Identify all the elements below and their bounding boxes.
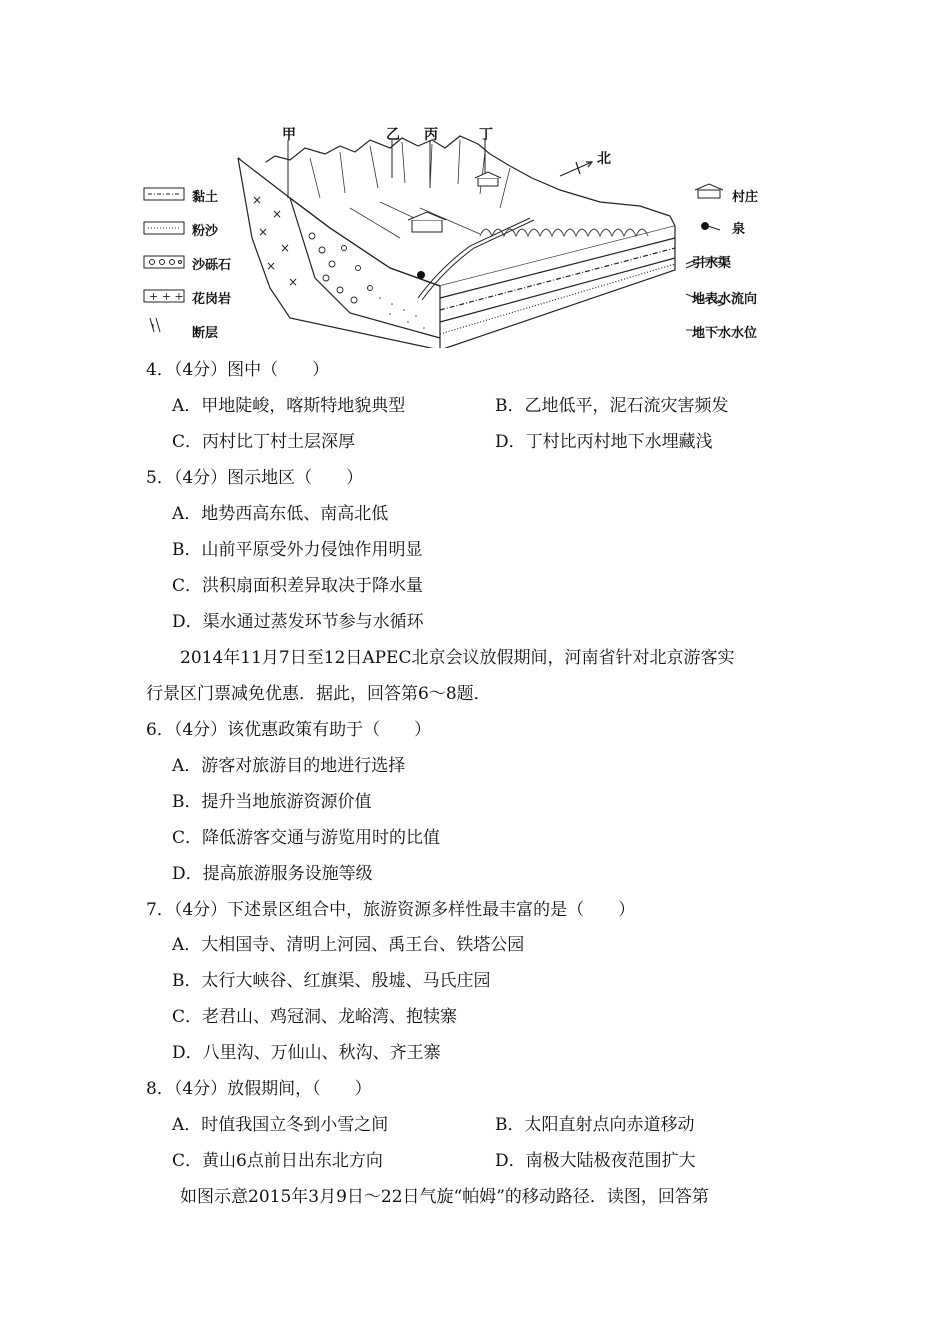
legend-village-label: 村庄 — [732, 190, 759, 205]
question-8-option-a: A．时值我国立冬到小雪之间 — [172, 1115, 389, 1135]
legend-surface-flow-label: 地表水流向 — [692, 292, 758, 307]
question-5-option-b: B．山前平原受外力侵蚀作用明显 — [172, 540, 423, 560]
spring-point — [417, 271, 425, 279]
question-8-option-d: D．南极大陆极夜范围扩大 — [495, 1151, 696, 1171]
legend-silt-label: 粉沙 — [192, 224, 219, 239]
legend-fault-label: 断层 — [192, 326, 219, 341]
label-jia: 甲 — [282, 127, 296, 143]
question-7-option-d: D．八里沟、万仙山、秋沟、齐王寨 — [172, 1043, 441, 1063]
cyclone-paragraph-line-1: 如图示意2015年3月9日～22日气旋“帕姆”的移动路径．读图，回答第 — [180, 1187, 709, 1207]
granite-pattern — [252, 193, 298, 289]
question-6-option-a: A．游客对旅游目的地进行选择 — [172, 756, 406, 776]
label-yi: 乙 — [386, 127, 400, 143]
question-8-stem: 8．（4分）放假期间，（ ） — [146, 1079, 372, 1099]
geology-block-diagram — [140, 118, 780, 348]
question-4-option-a: A．甲地陡峻，喀斯特地貌典型 — [172, 396, 406, 416]
question-4-option-c: C．丙村比丁村土层深厚 — [172, 432, 356, 452]
legend-canal-label: 引水渠 — [692, 256, 732, 271]
question-7-option-a: A．大相国寺、清明上河园、禹王台、铁塔公园 — [172, 935, 525, 955]
question-4-option-b: B．乙地低平，泥石流灾害频发 — [495, 396, 729, 416]
question-8-option-b: B．太阳直射点向赤道移动 — [495, 1115, 695, 1135]
svg-text:×: × — [280, 241, 291, 255]
question-5-option-c: C．洪积扇面积差异取决于降水量 — [172, 576, 424, 596]
legend-gravel-label: 沙砾石 — [192, 258, 232, 273]
label-bing: 丙 — [424, 127, 438, 143]
apec-paragraph-line-2: 行景区门票减免优惠．据此，回答第6～8题． — [146, 684, 491, 704]
question-7-option-c: C．老君山、鸡冠洞、龙峪湾、抱犊寨 — [172, 1007, 458, 1027]
question-6-option-c: C．降低游客交通与游览用时的比值 — [172, 828, 441, 848]
legend-water-table-label: 地下水水位 — [692, 326, 758, 341]
fault-icon — [150, 318, 160, 332]
svg-text:×: × — [272, 207, 283, 221]
question-4-option-d: D．丁村比丙村地下水埋藏浅 — [495, 432, 713, 452]
question-6-stem: 6．（4分）该优惠政策有助于（ ） — [146, 720, 432, 740]
silt-pattern — [379, 297, 425, 329]
svg-text:+ + +: + + + — [149, 290, 184, 303]
question-5-stem: 5．（4分）图示地区（ ） — [146, 468, 364, 488]
svg-text:×: × — [252, 193, 263, 207]
spring-icon — [702, 223, 721, 231]
legend-left-icons — [144, 188, 184, 332]
question-6-option-d: D．提高旅游服务设施等级 — [172, 864, 373, 884]
svg-text:×: × — [266, 259, 277, 273]
legend-clay-label: 黏土 — [192, 190, 219, 205]
svg-text:×: × — [258, 225, 269, 239]
north-arrow-icon — [560, 162, 592, 176]
question-5-option-d: D．渠水通过蒸发环节参与水循环 — [172, 612, 424, 632]
label-north: 北 — [597, 151, 611, 167]
question-8-option-c: C．黄山6点前日出东北方向 — [172, 1151, 383, 1171]
village-icon — [695, 184, 723, 198]
block-diagram-drawing — [140, 118, 780, 348]
question-7-stem: 7．（4分）下述景区组合中，旅游资源多样性最丰富的是（ ） — [146, 900, 636, 920]
svg-text:×: × — [288, 275, 299, 289]
apec-paragraph-line-1: 2014年11月7日至12日APEC北京会议放假期间，河南省针对北京游客实 — [180, 648, 735, 668]
question-4-stem: 4．（4分）图中（ ） — [146, 360, 330, 380]
question-7-option-b: B．太行大峡谷、红旗渠、殷墟、马氏庄园 — [172, 971, 491, 991]
label-ding: 丁 — [479, 127, 493, 143]
question-6-option-b: B．提升当地旅游资源价值 — [172, 792, 372, 812]
legend-granite-label: 花岗岩 — [192, 292, 232, 307]
question-5-option-a: A．地势西高东低、南高北低 — [172, 504, 389, 524]
legend-spring-label: 泉 — [732, 222, 746, 237]
